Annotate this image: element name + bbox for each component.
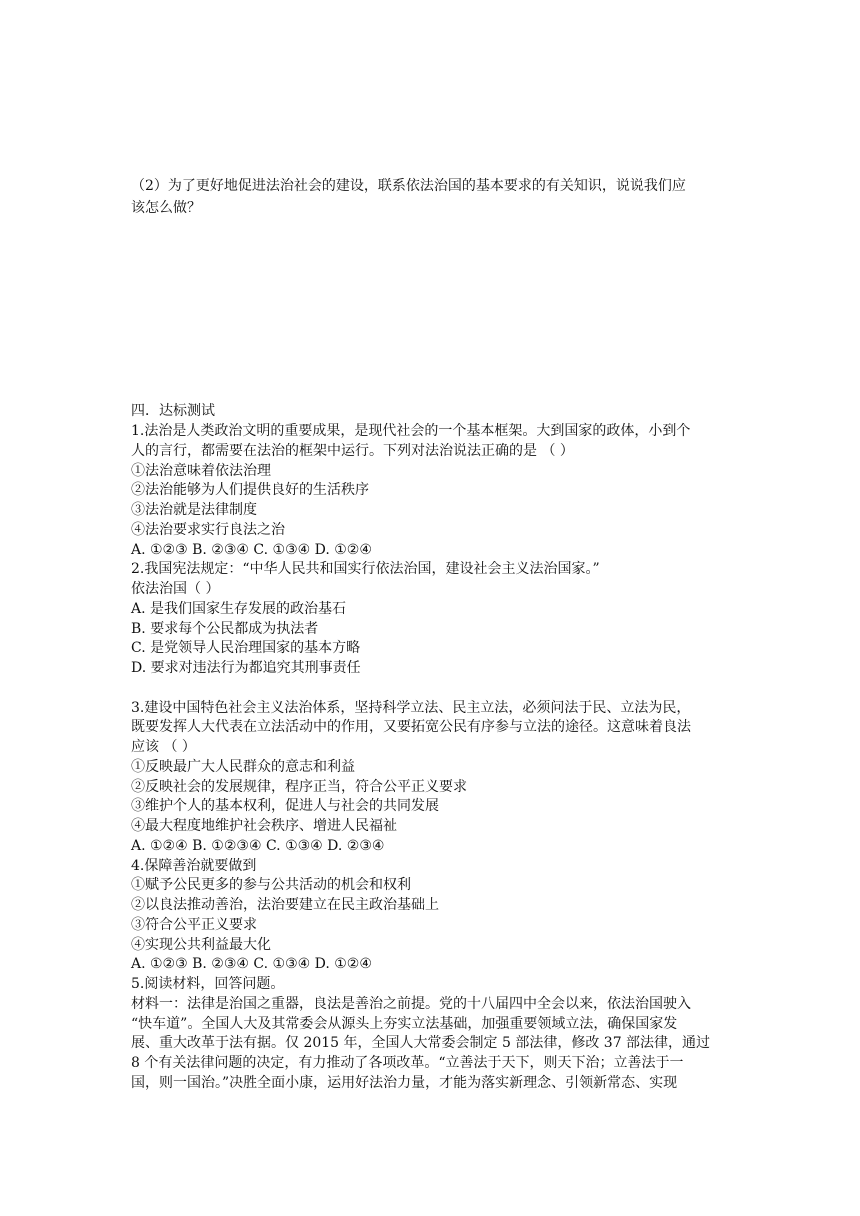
body-line: 1.法治是人类政治文明的重要成果，是现代社会的一个基本框架。大到国家的政体，小到个 bbox=[131, 423, 691, 439]
body-line: C. 是党领导人民治理国家的基本方略 bbox=[131, 640, 361, 657]
body-line: 4.保障善治就要做到 bbox=[131, 857, 257, 874]
question-2-line-2: 该怎么做？ bbox=[131, 200, 201, 216]
body-line: ①法治意味着依法治理 bbox=[131, 462, 271, 479]
body-line: ④法治要求实行良法之治 bbox=[131, 521, 285, 538]
body-line: ③法治就是法律制度 bbox=[131, 502, 257, 518]
body-line: 5.阅读材料，回答问题。 bbox=[131, 976, 285, 992]
body-line: B. 要求每个公民都成为执法者 bbox=[131, 620, 319, 637]
body-line: 国，则一国治。”决胜全面小康，运用好法治力量，才能为落实新理念、引领新常态、实现 bbox=[131, 1074, 678, 1091]
body-line: 应该 （ ） bbox=[131, 739, 196, 755]
body-line: 既要发挥人大代表在立法活动中的作用，又要拓宽公民有序参与立法的途径。这意味着良法 bbox=[131, 719, 691, 736]
body-line: 展、重大改革于法有据。仅 2015 年，全国人大常委会制定 5 部法律，修改 37 部法律，通过 bbox=[131, 1035, 711, 1052]
section-heading: 四．达标测试 bbox=[131, 403, 215, 419]
body-line: ③符合公平正义要求 bbox=[131, 916, 257, 933]
body-line: A. 是我们国家生存发展的政治基石 bbox=[131, 600, 347, 617]
body-line: 3.建设中国特色社会主义法治体系，坚持科学立法、民主立法，必须问法于民、立法为民， bbox=[131, 699, 691, 716]
body-line: 材料一：法律是治国之重器，良法是善治之前提。党的十八届四中全会以来，依法治国驶入 bbox=[131, 995, 691, 1012]
body-line: 依法治国（ ） bbox=[131, 581, 220, 597]
body-line: 2.我国宪法规定：“中华人民共和国实行依法治国，建设社会主义法治国家。” bbox=[131, 561, 600, 578]
body-line: “快车道”。全国人大及其常委会从源头上夯实立法基础，加强重要领域立法，确保国家发 bbox=[131, 1015, 678, 1032]
body-line: ②反映社会的发展规律，程序正当，符合公平正义要求 bbox=[131, 778, 467, 795]
body-line: A. ①②③ B. ②③④ C. ①③④ D. ①②④ bbox=[131, 541, 372, 558]
body-line: 8 个有关法律问题的决定，有力推动了各项改革。“立善法于天下，则天下治；立善法于一 bbox=[131, 1055, 684, 1071]
body-line: ①反映最广大人民群众的意志和利益 bbox=[131, 758, 355, 775]
body-line: ④实现公共利益最大化 bbox=[131, 936, 271, 953]
body-line: A. ①②③ B. ②③④ C. ①③④ D. ①②④ bbox=[131, 956, 372, 973]
body-line: 人的言行，都需要在法治的框架中运行。下列对法治说法正确的是 （ ） bbox=[131, 442, 574, 459]
question-2-line-1: （2）为了更好地促进法治社会的建设，联系依法治国的基本要求的有关知识，说说我们应 bbox=[131, 178, 686, 194]
body-line: ①赋予公民更多的参与公共活动的机会和权利 bbox=[131, 877, 411, 894]
body-line: A. ①②④ B. ①②③④ C. ①③④ D. ②③④ bbox=[131, 837, 385, 854]
body-line: ②以良法推动善治，法治要建立在民主政治基础上 bbox=[131, 897, 439, 913]
body-line: D. 要求对违法行为都追究其刑事责任 bbox=[131, 660, 361, 676]
body-line: ②法治能够为人们提供良好的生活秩序 bbox=[131, 482, 369, 499]
body-line: ④最大程度地维护社会秩序、增进人民福祉 bbox=[131, 818, 397, 834]
body-line: ③维护个人的基本权利，促进人与社会的共同发展 bbox=[131, 798, 439, 815]
